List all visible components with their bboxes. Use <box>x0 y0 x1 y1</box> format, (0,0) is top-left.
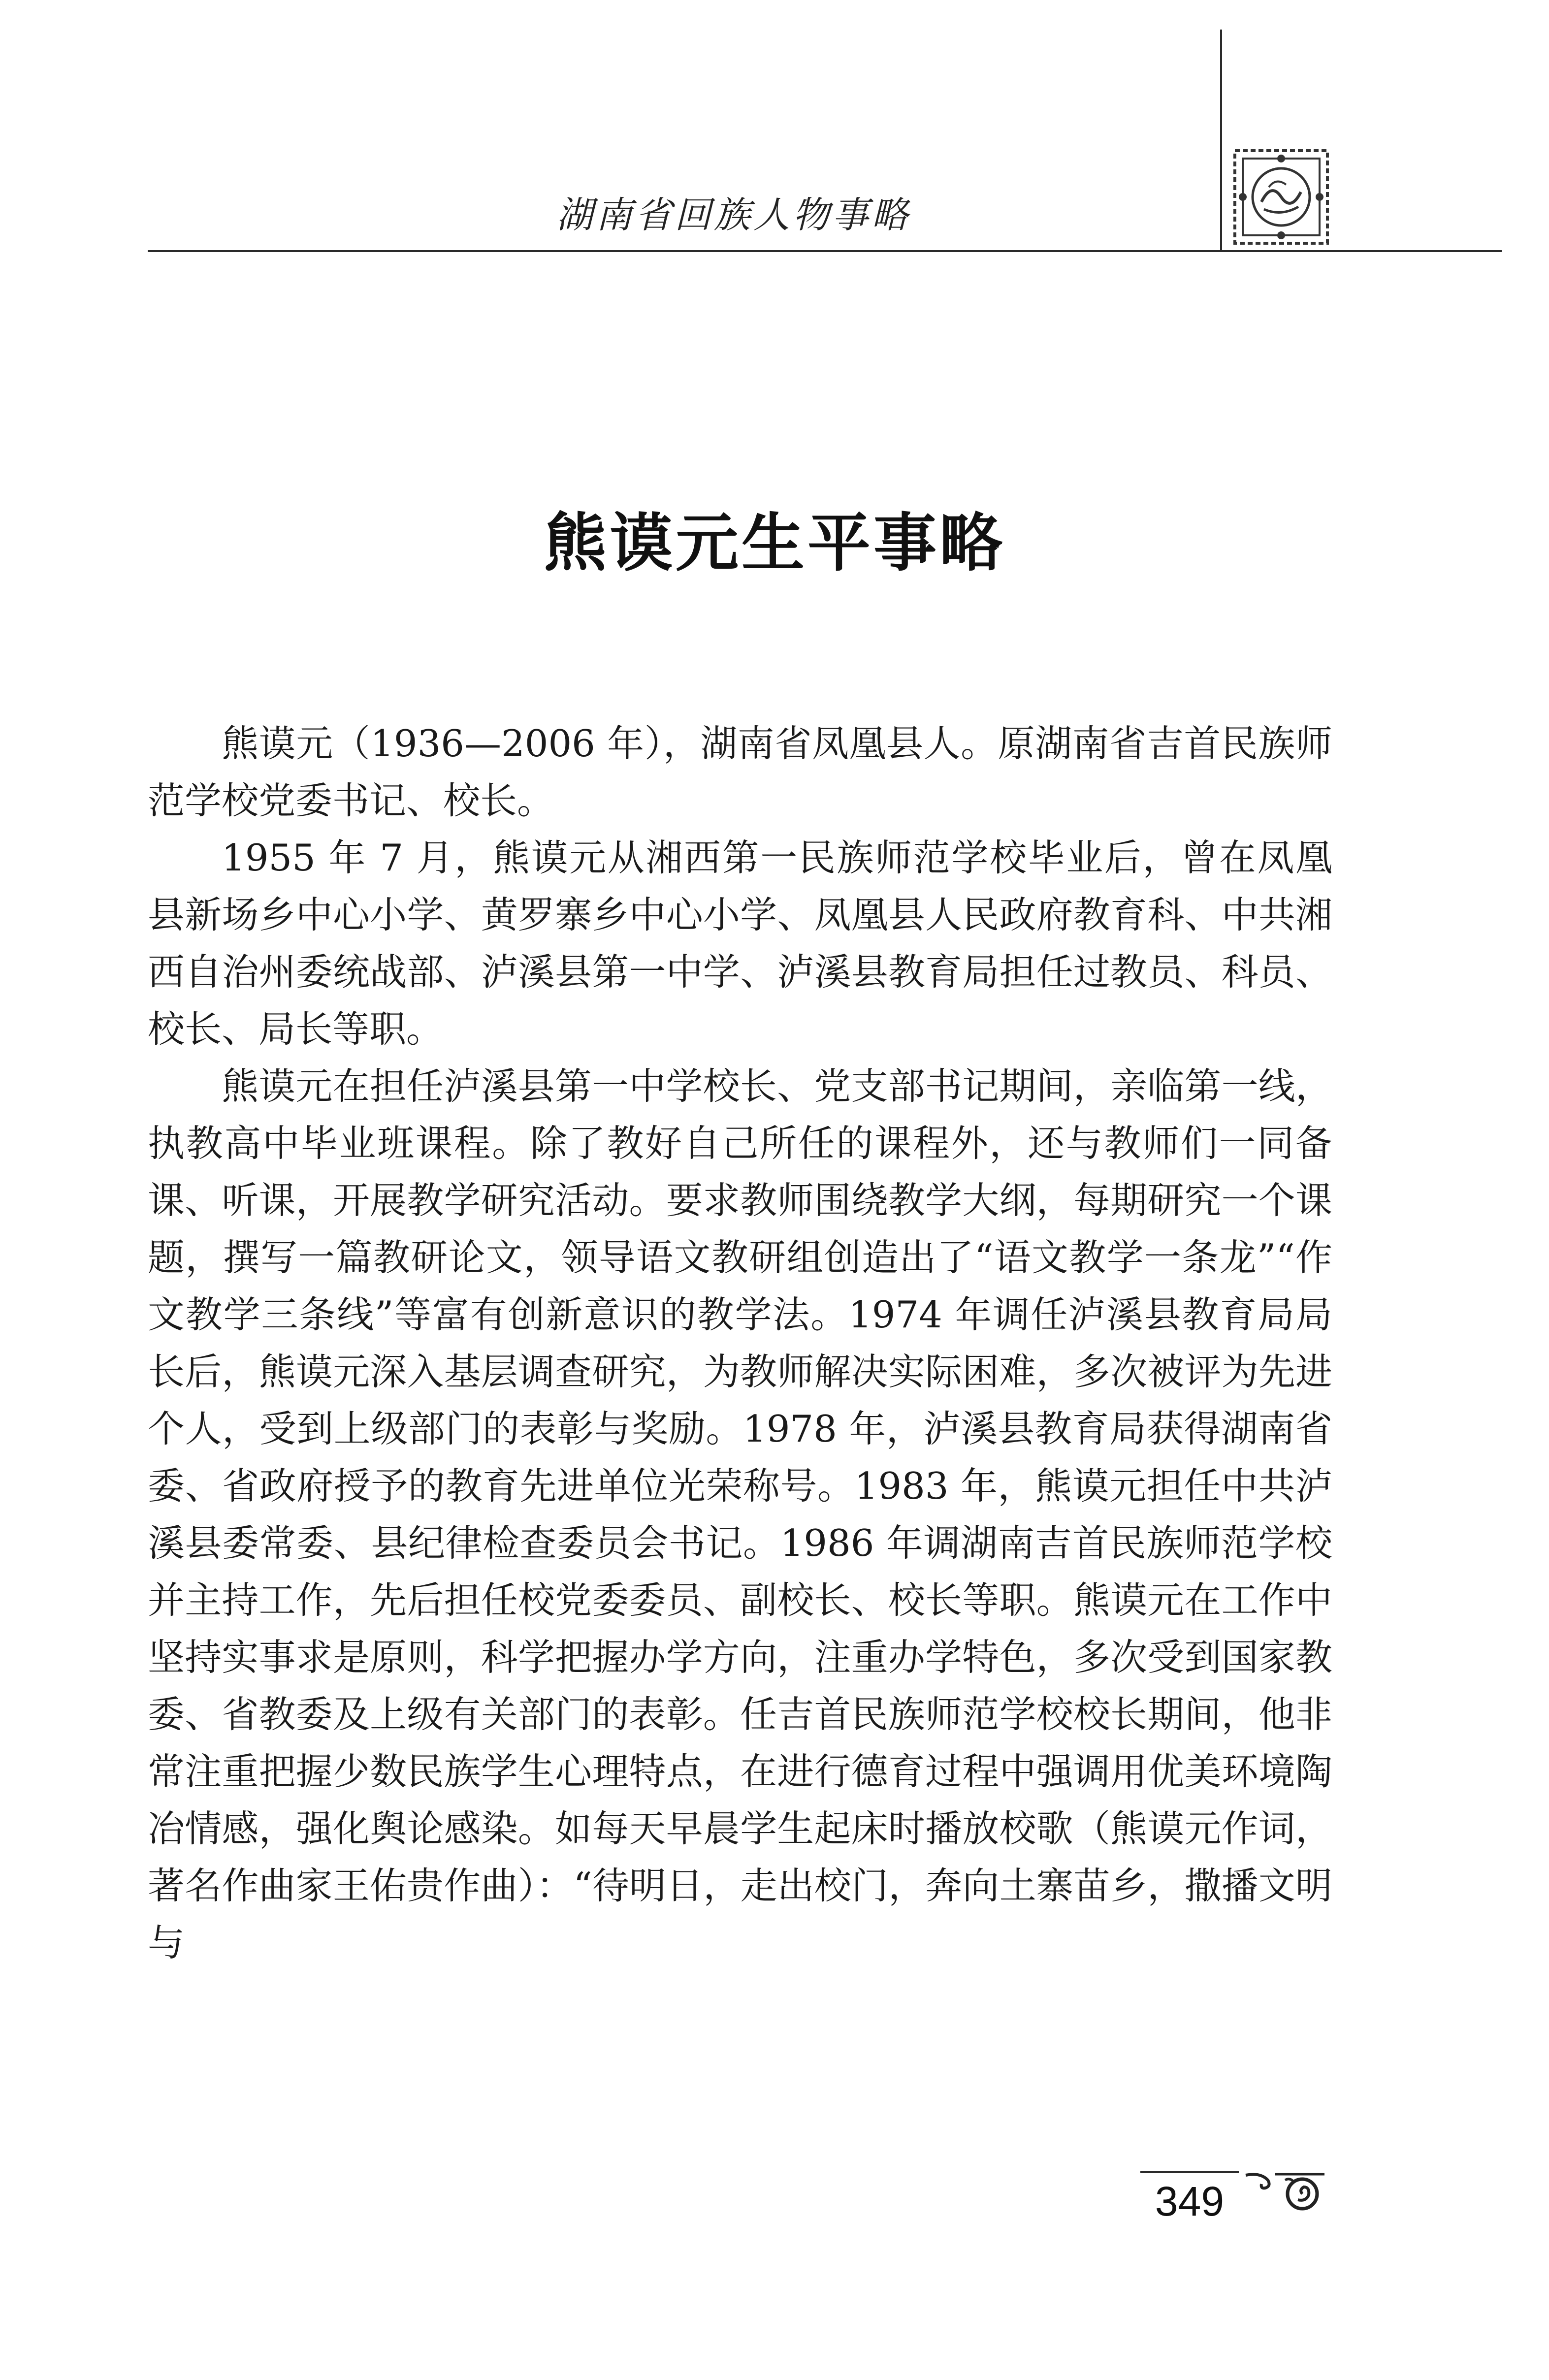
paragraph: 1955 年 7 月，熊谟元从湘西第一民族师范学校毕业后，曾在凤凰县新场乡中心小学、黄罗寨乡中心小学、凤凰县人民政府教育科、中共湘西自治州委统战部、泸溪县第一中学、泸溪县教育局担任过教员、科员、校长、局长等职。 <box>148 836 1332 1051</box>
page-number: 349 <box>1155 2178 1225 2224</box>
folio-rule <box>1140 2171 1239 2173</box>
article-body <box>148 715 1332 1971</box>
scroll-ornament-icon <box>1241 2170 1329 2215</box>
header-vertical-rule <box>1220 30 1222 252</box>
header-rule <box>148 250 1502 252</box>
paragraph: 熊谟元（1936—2006 年），湖南省凤凰县人。原湖南省吉首民族师范学校党委书记、校长。 <box>148 722 1332 822</box>
running-header-title: 湖南省回族人物事略 <box>556 194 911 236</box>
article-title: 熊谟元生平事略 <box>543 506 1005 580</box>
ornamental-calligraphy-emblem-icon <box>1232 148 1330 246</box>
paragraph: 熊谟元在担任泸溪县第一中学校长、党支部书记期间，亲临第一线，执教高中毕业班课程。除了教好自己所任的课程外，还与教师们一同备课、听课，开展教学研究活动。要求教师围绕教学大纲，每期研究一个课题，撰写一篇教研论文，领导语文教研组创造出了“语文教学一条龙”“作文教学三条线”等富有创新意识的教学法。1974 年调任泸溪县教育局局长后，熊谟元深入基层调查研究，为教师解决实际困难，多次被评为先进个人，受到上级部门的表彰与奖励。1978 年，泸溪县教育局获得湖南省委、省政府授予的教育先进单位光荣称号。1983 年，熊谟元担任中共泸溪县委常委、县纪律检查委员会书记。1986 年调湖南吉首民族师范学校并主持工作，先后担任校党委委员、副校长、校长等职。熊谟元在工作中坚持实事求是原则，科学把握办学方向，注重办学特色，多次受到国家教委、省教委及上级有关部门的表彰。任吉首民族师范学校校长期间，他非常注重把握少数民族学生心理特点，在进行德育过程中强调用优美环境陶冶情感，强化舆论感染。如每天早晨学生起床时播放校歌（熊谟元作词，著名作曲家王佑贵作曲）：“待明日，走出校门，奔向土寨苗乡，撒播文明与 <box>148 1064 1332 1964</box>
